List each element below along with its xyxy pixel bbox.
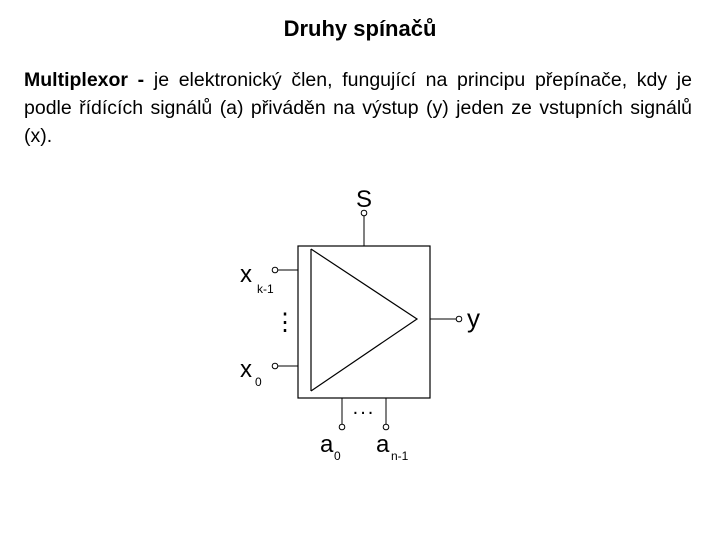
select-left-subscript: 0 [334,449,341,463]
input-bottom-subscript: 0 [255,375,262,389]
output-terminal [456,316,462,322]
input-bottom-terminal [272,363,278,369]
output-label: y [467,303,480,333]
mux-triangle [311,249,417,391]
page-title: Druhy spínačů [283,16,437,41]
select-ellipsis: ... [352,397,376,419]
inputs-ellipsis: ⋮ [273,309,297,336]
mux-box [298,246,430,398]
input-top-terminal [272,267,278,273]
input-top-label: x [240,261,252,288]
input-bottom-label: x [240,356,252,383]
term-multiplexor: Multiplexor - [24,69,154,91]
select-right-subscript: n-1 [391,449,409,463]
select-left-terminal [339,424,345,430]
definition-text: je elektronický člen, fungující na principu přepínače, kdy je podle řídících signálů (a) přiváděn na výstup (y) jeden ze vstupních signálů (x). [24,69,692,147]
input-top-subscript: k-1 [257,282,274,296]
select-right-label: a [376,431,390,458]
select-left-label: a [320,431,334,458]
select-right-terminal [383,424,389,430]
strobe-label: S [355,186,373,213]
